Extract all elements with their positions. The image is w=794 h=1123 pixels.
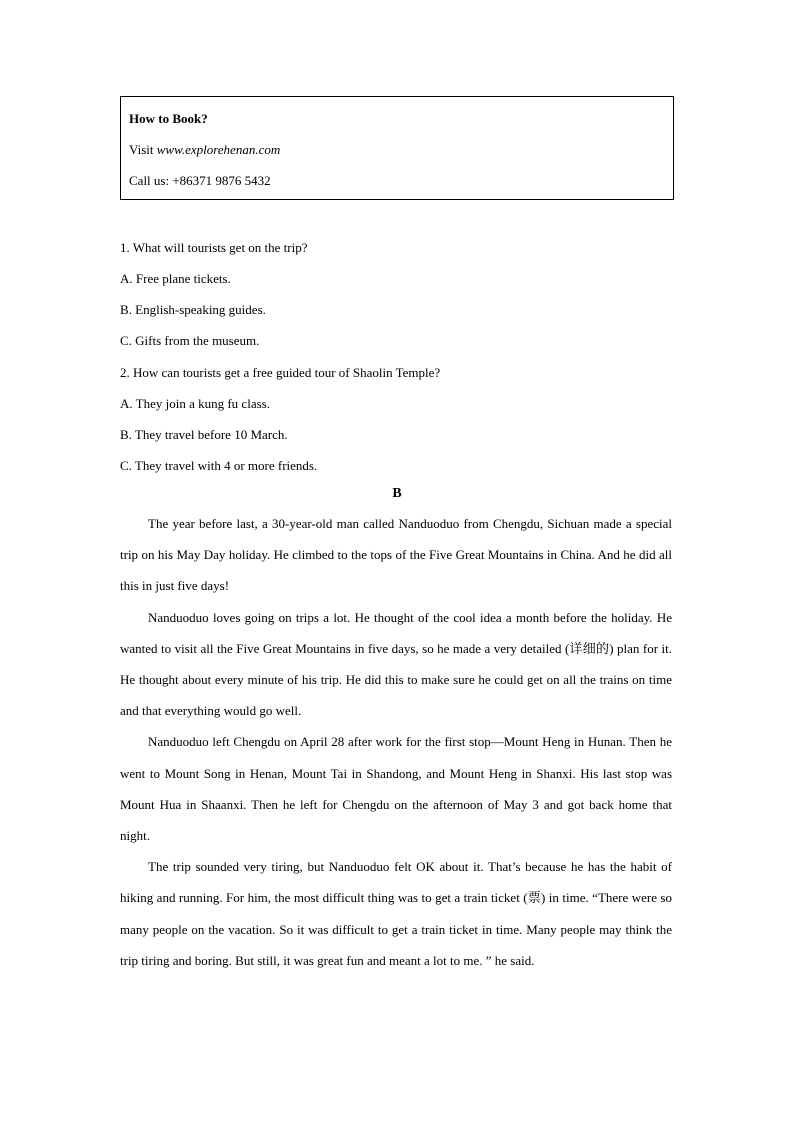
question-1-option-b: B. English-speaking guides.: [120, 302, 266, 317]
article-paragraph-2: Nanduoduo loves going on trips a lot. He thought of the cool idea a month before the holiday. He wanted to visit all the Five Great Mountains in five days, so he made a very detailed (详细的) plan for it. He thought about every minute of his trip. He did this to make sure he could get on all the trains on time and that everything would go well.: [120, 609, 672, 719]
question-2-option-c: C. They travel with 4 or more friends.: [120, 458, 318, 473]
article-paragraph-1: The year before last, a 30-year-old man called Nanduoduo from Chengdu, Sichuan made a special trip on his May Day holiday. He climbed to the tops of the Five Great Mountains in China. And he did all this in just five days!: [120, 516, 672, 594]
booking-website-line: [129, 142, 280, 158]
section-b-article: [120, 508, 672, 976]
question-2-option-a: A. They join a kung fu class.: [120, 396, 270, 411]
booking-info-box: [120, 96, 674, 200]
question-2-option-b: B. They travel before 10 March.: [120, 427, 288, 442]
article-paragraph-4: The trip sounded very tiring, but Nanduoduo felt OK about it. That’s because he has the habit of hiking and running. For him, the most difficult thing was to get a train ticket (票) in time. “There were so many people on the vacation. So it was difficult to get a train ticket in time. Many people may think the trip tiring and boring. But still, it was great fun and meant a lot to me. ” he said.: [120, 859, 672, 968]
booking-phone: Call us: +86371 9876 5432: [129, 173, 271, 188]
website-link[interactable]: www.explorehenan.com: [156, 142, 281, 157]
question-1-stem: 1. What will tourists get on the trip?: [120, 240, 308, 255]
question-1-option-a: A. Free plane tickets.: [120, 271, 231, 286]
visit-label: Visit: [129, 142, 157, 157]
article-paragraph-3: Nanduoduo left Chengdu on April 28 after work for the first stop—Mount Heng in Hunan. Then he went to Mount Song in Henan, Mount Tai in Shandong, and Mount Heng in Shanxi. His last stop was Mount Hua in Shaanxi. Then he left for Chengdu on the afternoon of May 3 and got back home that night.: [120, 734, 672, 844]
question-2-stem: 2. How can tourists get a free guided tour of Shaolin Temple?: [120, 365, 441, 380]
section-b-heading: B: [392, 486, 402, 501]
booking-title: How to Book?: [129, 111, 208, 126]
question-1-option-c: C. Gifts from the museum.: [120, 333, 260, 348]
